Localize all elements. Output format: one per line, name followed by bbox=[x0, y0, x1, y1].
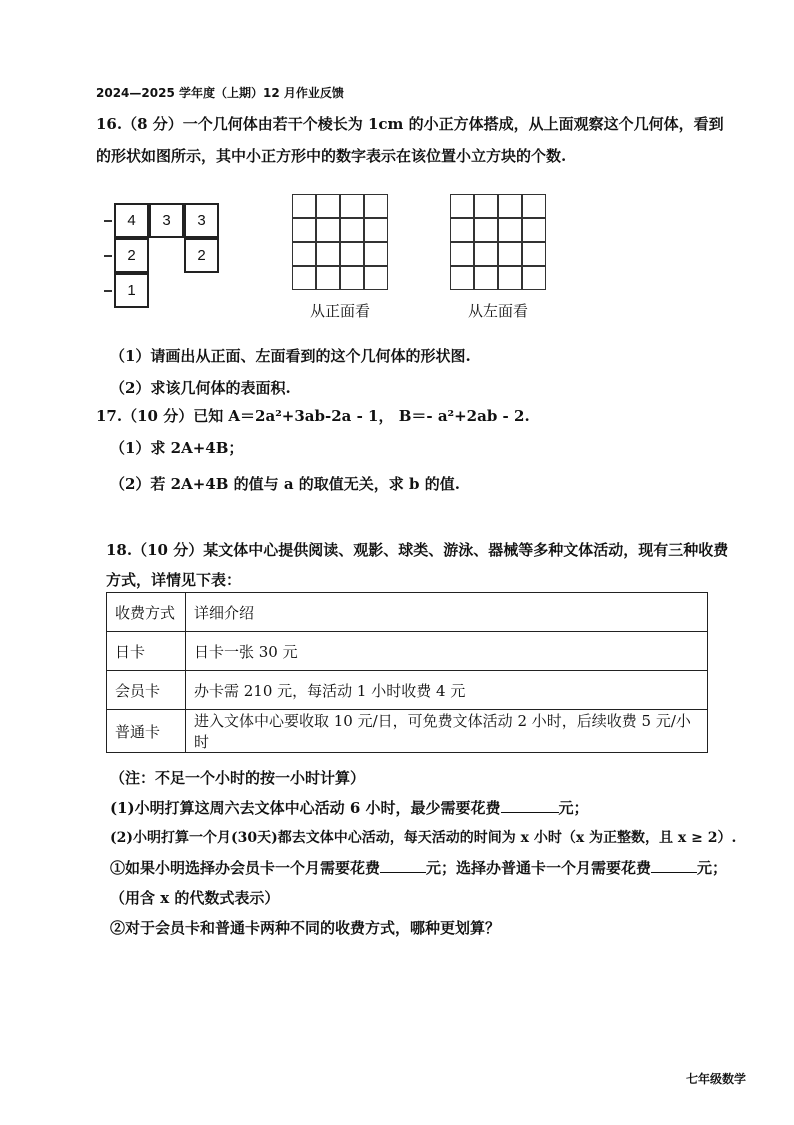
q16-line1: 16.（8 分）一个几何体由若干个棱长为 1cm 的小正方体搭成，从上面观察这个几何体，看到 bbox=[96, 115, 724, 133]
q18-sub2-1-unit: 元； bbox=[697, 859, 728, 877]
grid-cell[interactable] bbox=[292, 242, 316, 266]
grid-cell[interactable] bbox=[522, 218, 546, 242]
grid-cell[interactable] bbox=[474, 218, 498, 242]
q16-sub1: （1）请画出从正面、左面看到的这个几何体的形状图. bbox=[110, 347, 471, 365]
grid-cell[interactable] bbox=[340, 242, 364, 266]
grid-cell[interactable] bbox=[292, 218, 316, 242]
grid-cell[interactable] bbox=[292, 194, 316, 218]
tick-mark bbox=[104, 255, 112, 257]
grid-cell[interactable] bbox=[498, 266, 522, 290]
grid-cell[interactable] bbox=[474, 194, 498, 218]
top-view-cell: 4 bbox=[114, 203, 149, 238]
grid-cell[interactable] bbox=[340, 266, 364, 290]
grid-cell[interactable] bbox=[498, 242, 522, 266]
grid-cell[interactable] bbox=[316, 194, 340, 218]
q16-sub2: （2）求该几何体的表面积. bbox=[110, 379, 291, 397]
fee-table bbox=[106, 592, 708, 753]
grid-cell[interactable] bbox=[364, 266, 388, 290]
grid-cell[interactable] bbox=[316, 242, 340, 266]
front-view-grid bbox=[292, 194, 388, 290]
q18-sub2-1-text2: 元；选择办普通卡一个月需要花费 bbox=[426, 859, 652, 877]
q17-line1: 17.（10 分）已知 A＝2a²+3ab-2a - 1， B＝- a²+2ab - 2. bbox=[96, 407, 530, 425]
q17-sub1: （1）求 2A+4B； bbox=[110, 439, 244, 457]
q18-sub1-text: (1)小明打算这周六去文体中心活动 6 小时，最少需要花费 bbox=[110, 799, 501, 817]
table-cell: 进入文体中心要收取 10 元/日，可免费文体活动 2 小时，后续收费 5 元/小时 bbox=[186, 710, 708, 753]
grid-cell[interactable] bbox=[498, 194, 522, 218]
q17-sub2: （2）若 2A+4B 的值与 a 的取值无关，求 b 的值. bbox=[110, 475, 460, 493]
front-view-caption: 从正面看 bbox=[310, 302, 371, 320]
q18-line2: 方式，详情见下表： bbox=[106, 571, 242, 589]
tick-mark bbox=[104, 290, 112, 292]
table-header-row bbox=[107, 593, 708, 632]
grid-cell[interactable] bbox=[498, 218, 522, 242]
table-cell: 办卡需 210 元，每活动 1 小时收费 4 元 bbox=[186, 671, 708, 710]
top-view-cell: 3 bbox=[149, 203, 184, 238]
grid-cell[interactable] bbox=[364, 194, 388, 218]
q18-sub2-1 bbox=[110, 858, 727, 878]
grid-cell[interactable] bbox=[364, 242, 388, 266]
q16-line2: 的形状如图所示，其中小正方形中的数字表示在该位置小立方块的个数. bbox=[96, 147, 567, 165]
q18-sub2: (2)小明打算一个月(30天)都去文体中心活动，每天活动的时间为 x 小时（x 为正整数，且 x ≥ 2）. bbox=[110, 830, 737, 846]
grid-cell[interactable] bbox=[474, 266, 498, 290]
top-view-cell: 2 bbox=[114, 238, 149, 273]
grid-cell[interactable] bbox=[450, 218, 474, 242]
grid-cell[interactable] bbox=[522, 194, 546, 218]
page-footer: 七年级数学 bbox=[685, 1072, 746, 1086]
page-header: 2024—2025 学年度（上期）12 月作业反馈 bbox=[96, 86, 344, 100]
table-cell: 会员卡 bbox=[107, 671, 186, 710]
answer-blank[interactable] bbox=[380, 858, 426, 873]
grid-cell[interactable] bbox=[522, 266, 546, 290]
grid-cell[interactable] bbox=[450, 194, 474, 218]
grid-cell[interactable] bbox=[474, 242, 498, 266]
table-cell: 普通卡 bbox=[107, 710, 186, 753]
grid-cell[interactable] bbox=[316, 266, 340, 290]
q18-note: （注：不足一个小时的按一小时计算） bbox=[110, 769, 366, 787]
q18-sub2-1-text: ①如果小明选择办会员卡一个月需要花费 bbox=[110, 859, 381, 877]
table-cell: 日卡 bbox=[107, 632, 186, 671]
left-view-caption: 从左面看 bbox=[468, 302, 529, 320]
top-view-cell: 3 bbox=[184, 203, 219, 238]
grid-cell[interactable] bbox=[340, 218, 364, 242]
q18-sub2-2: ②对于会员卡和普通卡两种不同的收费方式，哪种更划算？ bbox=[110, 919, 501, 937]
grid-cell[interactable] bbox=[522, 242, 546, 266]
left-view-grid bbox=[450, 194, 546, 290]
table-row bbox=[107, 671, 708, 710]
grid-cell[interactable] bbox=[340, 194, 364, 218]
grid-cell[interactable] bbox=[364, 218, 388, 242]
grid-cell[interactable] bbox=[450, 266, 474, 290]
q18-sub2-1-note: （用含 x 的代数式表示） bbox=[110, 889, 280, 907]
q18-sub1 bbox=[110, 798, 589, 818]
q18-line1: 18.（10 分）某文体中心提供阅读、观影、球类、游泳、器械等多种文体活动，现有三种收费 bbox=[106, 541, 729, 559]
tick-mark bbox=[104, 220, 112, 222]
table-row bbox=[107, 632, 708, 671]
q18-sub1-unit: 元； bbox=[558, 799, 589, 817]
grid-cell[interactable] bbox=[450, 242, 474, 266]
grid-cell[interactable] bbox=[292, 266, 316, 290]
table-cell: 日卡一张 30 元 bbox=[186, 632, 708, 671]
table-header-cell: 详细介绍 bbox=[186, 593, 708, 632]
top-view-cell: 1 bbox=[114, 273, 149, 308]
grid-cell[interactable] bbox=[316, 218, 340, 242]
table-header-cell: 收费方式 bbox=[107, 593, 186, 632]
table-row bbox=[107, 710, 708, 753]
answer-blank[interactable] bbox=[501, 798, 559, 813]
top-view-cell: 2 bbox=[184, 238, 219, 273]
answer-blank[interactable] bbox=[651, 858, 697, 873]
